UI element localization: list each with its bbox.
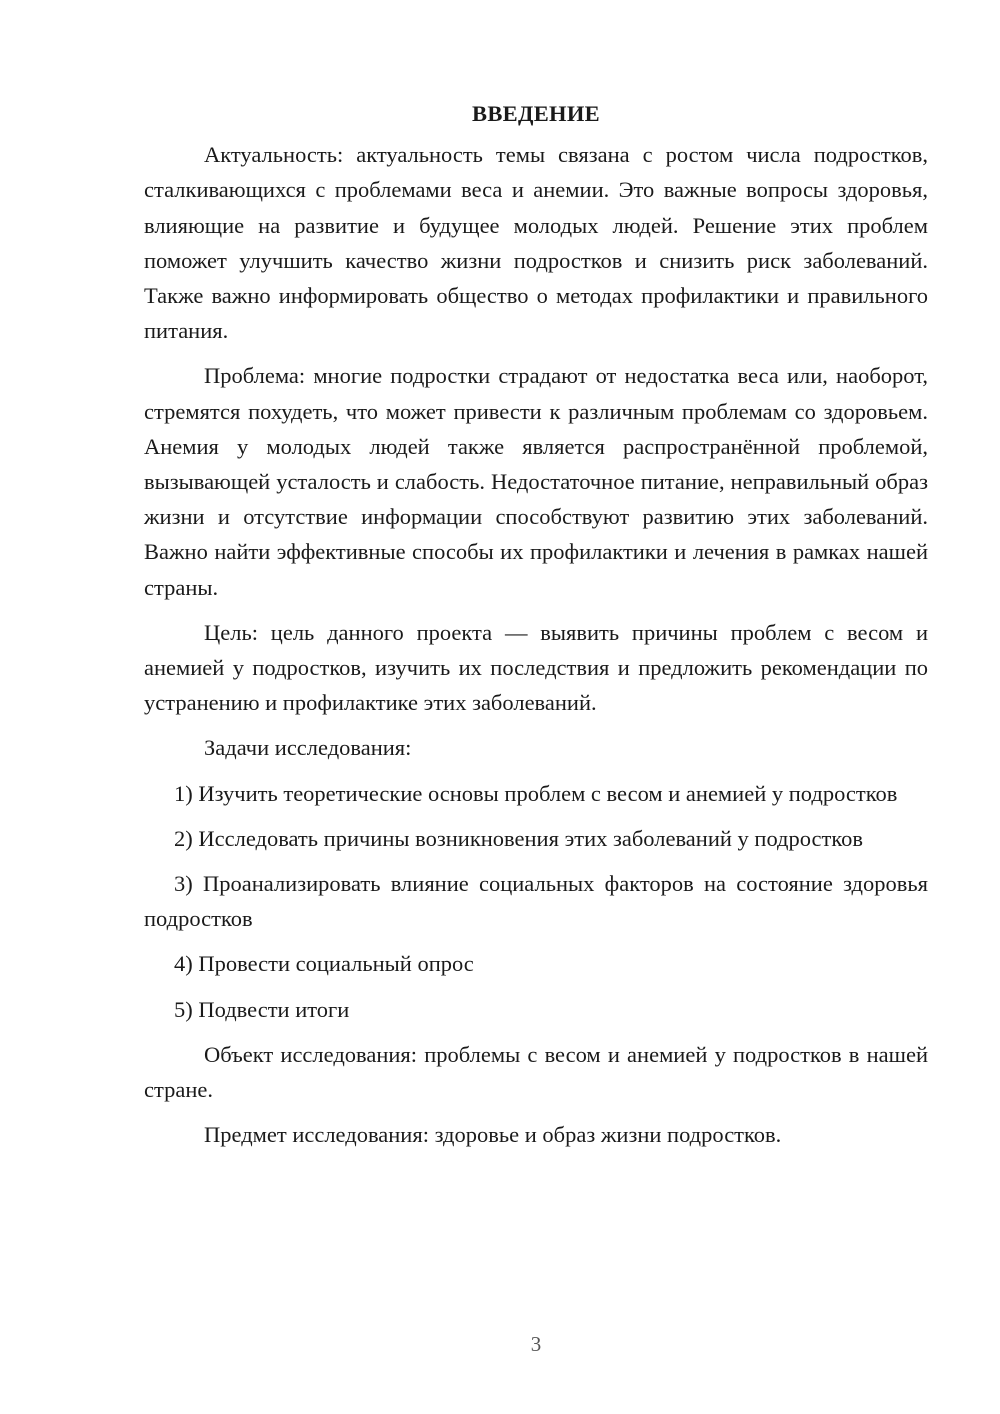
task-item: 2) Исследовать причины возникновения этих заболеваний у подростков: [174, 825, 864, 851]
task-item: 4) Провести социальный опрос: [174, 951, 474, 977]
tasks-heading: Задачи исследования:: [204, 735, 412, 761]
task-item: 3) Проанализировать влияние социальных факторов на состояние здоровья подростков: [144, 871, 928, 932]
page-number: 3: [530, 1332, 542, 1356]
problem-paragraph: Проблема: многие подростки страдают от недостатка веса или, наоборот, стремятся похудеть, что может привести к различным проблемам со здоровьем. Анемия у молодых людей также является распространённой проблемой, вызывающей усталость и слабость. Недостаточное питание, неправильный образ жизни и отсутствие информации способствуют развитию этих заболеваний. Важно найти эффективные способы их профилактики и лечения в рамках нашей страны.: [144, 363, 928, 600]
subject-paragraph: Предмет исследования: здоровье и образ жизни подростков.: [204, 1122, 782, 1148]
task-item: 1) Изучить теоретические основы проблем с весом и анемией у подростков: [174, 780, 898, 806]
page-content: [144, 96, 928, 1162]
relevance-paragraph: Актуальность: актуальность темы связана с ростом числа подростков, сталкивающихся с проблемами веса и анемии. Это важные вопросы здоровья, влияющие на развитие и будущее молодых людей. Решение этих проблем поможет улучшить качество жизни подростков и снизить риск заболеваний. Также важно информировать общество о методах профилактики и правильного питания.: [144, 142, 928, 344]
task-item: 5) Подвести итоги: [174, 996, 350, 1022]
section-title: ВВЕДЕНИЕ: [472, 101, 600, 126]
object-paragraph: Объект исследования: проблемы с весом и анемией у подростков в нашей стране.: [144, 1041, 928, 1103]
goal-paragraph: Цель: цель данного проекта — выявить причины проблем с весом и анемией у подростков, изучить их последствия и предложить рекомендации по устранению и профилактике этих заболеваний.: [144, 619, 928, 716]
